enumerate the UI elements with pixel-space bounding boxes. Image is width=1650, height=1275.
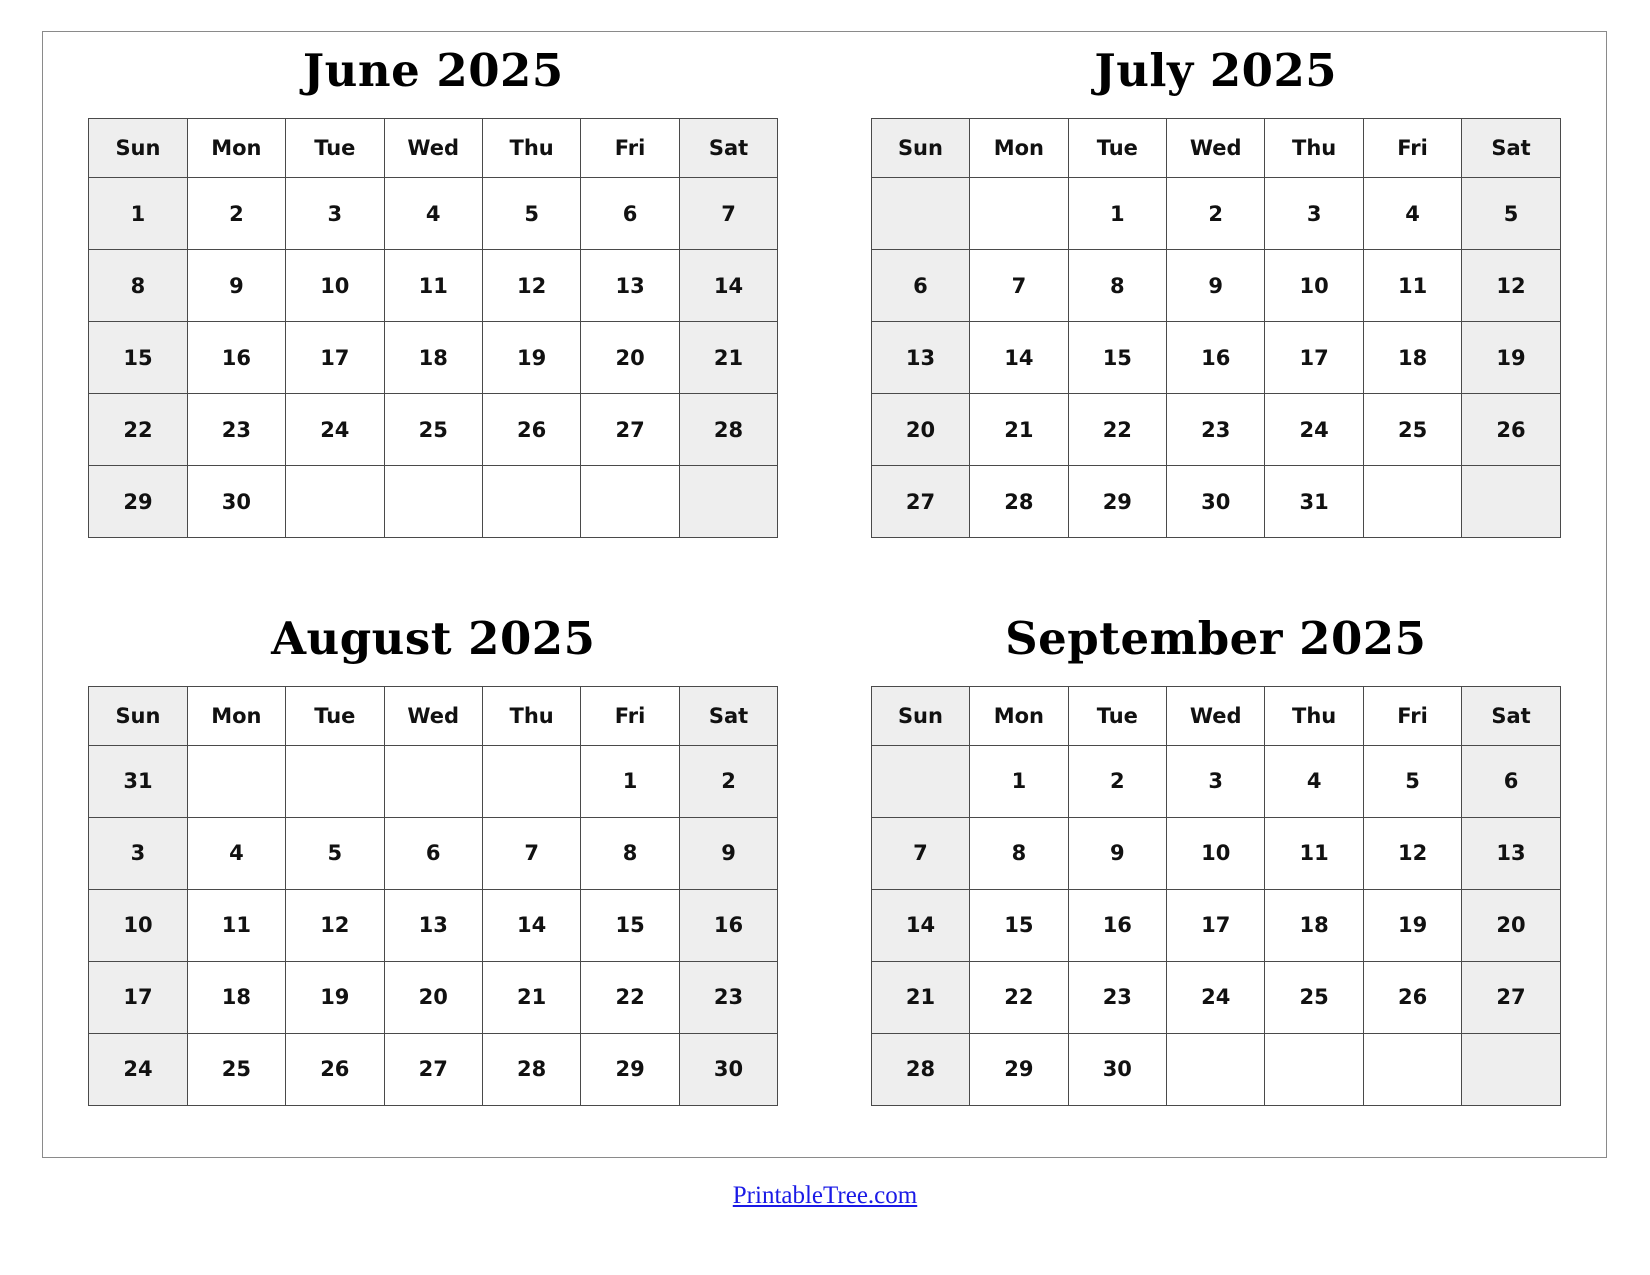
calendar-day-cell[interactable]: 21 — [679, 322, 777, 394]
calendar-table-september — [871, 686, 1561, 1106]
calendar-day-cell[interactable]: 30 — [1167, 466, 1265, 538]
weekday-header-fri: Fri — [1363, 686, 1461, 745]
calendar-day-cell[interactable]: 2 — [679, 745, 777, 817]
calendar-week-row — [871, 394, 1560, 466]
calendar-day-empty — [1265, 1033, 1363, 1105]
calendar-day-empty — [1462, 466, 1560, 538]
month-block-july — [825, 31, 1608, 595]
calendar-week-row — [871, 961, 1560, 1033]
weekday-header-fri: Fri — [1363, 119, 1461, 178]
quarter-grid — [42, 31, 1607, 1158]
calendar-day-cell[interactable]: 6 — [581, 178, 679, 250]
weekday-header-tue: Tue — [286, 686, 384, 745]
calendar-week-row — [871, 745, 1560, 817]
calendar-day-empty — [286, 466, 384, 538]
calendar-day-cell[interactable]: 30 — [679, 1033, 777, 1105]
weekday-header-sun: Sun — [89, 686, 187, 745]
calendar-day-cell[interactable]: 21 — [970, 394, 1068, 466]
calendar-day-cell[interactable]: 12 — [1363, 817, 1461, 889]
calendar-week-row — [871, 250, 1560, 322]
calendar-day-cell[interactable]: 13 — [384, 889, 482, 961]
calendar-day-cell[interactable]: 7 — [482, 817, 580, 889]
calendar-week-row — [89, 250, 778, 322]
calendar-day-cell[interactable]: 11 — [1363, 250, 1461, 322]
calendar-body-september — [871, 745, 1560, 1105]
calendar-day-cell[interactable]: 28 — [970, 466, 1068, 538]
weekday-header-sat: Sat — [1462, 686, 1560, 745]
calendar-day-cell[interactable]: 8 — [581, 817, 679, 889]
calendar-day-cell[interactable]: 6 — [1462, 745, 1560, 817]
weekday-header-tue: Tue — [286, 119, 384, 178]
weekday-header-thu: Thu — [1265, 686, 1363, 745]
calendar-day-cell[interactable]: 22 — [1068, 394, 1166, 466]
calendar-week-row — [89, 322, 778, 394]
calendar-day-cell[interactable]: 4 — [1363, 178, 1461, 250]
calendar-day-cell[interactable]: 3 — [1265, 178, 1363, 250]
calendar-week-row — [89, 961, 778, 1033]
calendar-day-cell[interactable]: 2 — [1167, 178, 1265, 250]
calendar-day-cell[interactable]: 19 — [482, 322, 580, 394]
calendar-day-cell[interactable]: 26 — [1462, 394, 1560, 466]
calendar-day-cell[interactable]: 8 — [1068, 250, 1166, 322]
calendar-day-cell[interactable]: 23 — [679, 961, 777, 1033]
calendar-day-cell[interactable]: 12 — [1462, 250, 1560, 322]
footer — [0, 1182, 1650, 1210]
calendar-week-row — [89, 178, 778, 250]
weekday-header-tue: Tue — [1068, 119, 1166, 178]
calendar-week-row — [871, 178, 1560, 250]
calendar-day-cell[interactable]: 4 — [1265, 745, 1363, 817]
calendar-day-cell[interactable]: 24 — [1265, 394, 1363, 466]
calendar-day-cell[interactable]: 5 — [286, 817, 384, 889]
weekday-header-mon: Mon — [970, 119, 1068, 178]
calendar-day-cell[interactable]: 27 — [1462, 961, 1560, 1033]
calendar-body-june — [89, 178, 778, 538]
calendar-day-cell[interactable]: 9 — [1167, 250, 1265, 322]
calendar-day-empty — [1462, 1033, 1560, 1105]
calendar-week-row — [871, 889, 1560, 961]
calendar-day-cell[interactable]: 2 — [187, 178, 285, 250]
weekday-header-row — [89, 686, 778, 745]
weekday-header-wed: Wed — [384, 686, 482, 745]
calendar-day-cell[interactable]: 16 — [187, 322, 285, 394]
calendar-day-cell[interactable]: 20 — [1462, 889, 1560, 961]
calendar-day-cell[interactable]: 1 — [970, 745, 1068, 817]
calendar-day-cell[interactable]: 23 — [1068, 961, 1166, 1033]
calendar-day-cell[interactable]: 10 — [1167, 817, 1265, 889]
calendar-day-cell[interactable]: 16 — [1167, 322, 1265, 394]
month-title-september: September 2025 — [1005, 611, 1427, 665]
calendar-day-cell[interactable]: 11 — [187, 889, 285, 961]
calendar-day-cell[interactable]: 17 — [89, 961, 187, 1033]
calendar-day-cell[interactable]: 27 — [871, 466, 969, 538]
calendar-day-empty — [871, 178, 969, 250]
calendar-day-cell[interactable]: 13 — [871, 322, 969, 394]
month-block-june — [42, 31, 825, 595]
calendar-day-cell[interactable]: 25 — [187, 1033, 285, 1105]
calendar-day-cell[interactable]: 18 — [384, 322, 482, 394]
weekday-header-wed: Wed — [1167, 119, 1265, 178]
weekday-header-thu: Thu — [1265, 119, 1363, 178]
calendar-day-cell[interactable]: 18 — [1265, 889, 1363, 961]
calendar-day-cell[interactable]: 24 — [89, 1033, 187, 1105]
calendar-day-empty — [581, 466, 679, 538]
calendar-day-cell[interactable]: 28 — [679, 394, 777, 466]
weekday-header-row — [89, 119, 778, 178]
weekday-header-thu: Thu — [482, 119, 580, 178]
calendar-day-cell[interactable]: 7 — [871, 817, 969, 889]
calendar-day-cell[interactable]: 26 — [286, 1033, 384, 1105]
calendar-day-cell[interactable]: 12 — [286, 889, 384, 961]
calendar-day-cell[interactable]: 28 — [482, 1033, 580, 1105]
calendar-day-cell[interactable]: 7 — [970, 250, 1068, 322]
calendar-day-cell[interactable]: 27 — [384, 1033, 482, 1105]
site-credit-link[interactable]: PrintableTree.com — [732, 1182, 918, 1209]
calendar-day-cell[interactable]: 1 — [581, 745, 679, 817]
weekday-header-mon: Mon — [970, 686, 1068, 745]
calendar-day-cell[interactable]: 17 — [1265, 322, 1363, 394]
calendar-week-row — [89, 466, 778, 538]
calendar-day-empty — [1363, 466, 1461, 538]
calendar-day-cell[interactable]: 1 — [1068, 178, 1166, 250]
calendar-day-cell[interactable]: 28 — [871, 1033, 969, 1105]
month-block-august — [42, 595, 825, 1159]
weekday-header-wed: Wed — [1167, 686, 1265, 745]
calendar-day-cell[interactable]: 11 — [1265, 817, 1363, 889]
calendar-day-cell[interactable]: 5 — [1363, 745, 1461, 817]
calendar-day-cell[interactable]: 3 — [1167, 745, 1265, 817]
calendar-day-empty — [482, 745, 580, 817]
calendar-day-cell[interactable]: 14 — [679, 250, 777, 322]
weekday-header-fri: Fri — [581, 119, 679, 178]
calendar-day-cell[interactable]: 24 — [286, 394, 384, 466]
calendar-day-cell[interactable]: 30 — [1068, 1033, 1166, 1105]
calendar-day-cell[interactable]: 20 — [581, 322, 679, 394]
calendar-day-cell[interactable]: 21 — [871, 961, 969, 1033]
weekday-header-sat: Sat — [1462, 119, 1560, 178]
calendar-day-cell[interactable]: 18 — [1363, 322, 1461, 394]
calendar-week-row — [89, 745, 778, 817]
calendar-day-cell[interactable]: 9 — [679, 817, 777, 889]
calendar-week-row — [871, 466, 1560, 538]
calendar-day-cell[interactable]: 9 — [187, 250, 285, 322]
calendar-day-cell[interactable]: 17 — [286, 322, 384, 394]
calendar-table-july — [871, 118, 1561, 538]
calendar-day-cell[interactable]: 18 — [187, 961, 285, 1033]
calendar-week-row — [89, 394, 778, 466]
calendar-day-cell[interactable]: 10 — [286, 250, 384, 322]
calendar-day-cell[interactable]: 3 — [286, 178, 384, 250]
calendar-day-empty — [1167, 1033, 1265, 1105]
calendar-day-cell[interactable]: 3 — [89, 817, 187, 889]
weekday-header-wed: Wed — [384, 119, 482, 178]
calendar-day-cell[interactable]: 25 — [1265, 961, 1363, 1033]
calendar-day-cell[interactable]: 30 — [187, 466, 285, 538]
calendar-day-cell[interactable]: 23 — [187, 394, 285, 466]
calendar-week-row — [89, 889, 778, 961]
calendar-table-august — [88, 686, 778, 1106]
calendar-day-cell[interactable]: 14 — [970, 322, 1068, 394]
calendar-day-cell[interactable]: 10 — [1265, 250, 1363, 322]
calendar-day-cell[interactable]: 29 — [970, 1033, 1068, 1105]
calendar-day-cell[interactable]: 15 — [1068, 322, 1166, 394]
calendar-day-empty — [384, 466, 482, 538]
calendar-day-cell[interactable]: 22 — [970, 961, 1068, 1033]
calendar-week-row — [871, 1033, 1560, 1105]
calendar-day-cell[interactable]: 20 — [384, 961, 482, 1033]
weekday-header-fri: Fri — [581, 686, 679, 745]
weekday-header-row — [871, 119, 1560, 178]
calendar-week-row — [871, 322, 1560, 394]
calendar-day-cell[interactable]: 11 — [384, 250, 482, 322]
calendar-day-cell[interactable]: 5 — [1462, 178, 1560, 250]
calendar-day-cell[interactable]: 19 — [1462, 322, 1560, 394]
calendar-day-cell[interactable]: 23 — [1167, 394, 1265, 466]
calendar-day-cell[interactable]: 15 — [970, 889, 1068, 961]
calendar-day-cell[interactable]: 25 — [384, 394, 482, 466]
calendar-day-cell[interactable]: 5 — [482, 178, 580, 250]
calendar-day-cell[interactable]: 31 — [89, 745, 187, 817]
calendar-day-cell[interactable]: 4 — [384, 178, 482, 250]
calendar-day-cell[interactable]: 9 — [1068, 817, 1166, 889]
calendar-day-cell[interactable]: 21 — [482, 961, 580, 1033]
calendar-body-july — [871, 178, 1560, 538]
weekday-header-sat: Sat — [679, 686, 777, 745]
calendar-day-cell[interactable]: 29 — [89, 466, 187, 538]
calendar-day-cell[interactable]: 4 — [187, 817, 285, 889]
weekday-header-mon: Mon — [187, 686, 285, 745]
calendar-table-june — [88, 118, 778, 538]
calendar-day-cell[interactable]: 10 — [89, 889, 187, 961]
calendar-week-row — [871, 817, 1560, 889]
calendar-day-cell[interactable]: 15 — [89, 322, 187, 394]
calendar-day-cell[interactable]: 19 — [1363, 889, 1461, 961]
calendar-day-empty — [970, 178, 1068, 250]
calendar-day-empty — [1363, 1033, 1461, 1105]
calendar-day-empty — [482, 466, 580, 538]
calendar-day-cell[interactable]: 15 — [581, 889, 679, 961]
calendar-day-cell[interactable]: 20 — [871, 394, 969, 466]
calendar-day-cell[interactable]: 27 — [581, 394, 679, 466]
calendar-week-row — [89, 1033, 778, 1105]
calendar-day-empty — [871, 745, 969, 817]
weekday-header-mon: Mon — [187, 119, 285, 178]
month-title-august: August 2025 — [271, 611, 596, 665]
calendar-day-cell[interactable]: 8 — [89, 250, 187, 322]
calendar-day-cell[interactable]: 6 — [871, 250, 969, 322]
calendar-day-cell[interactable]: 31 — [1265, 466, 1363, 538]
calendar-day-cell[interactable]: 29 — [1068, 466, 1166, 538]
calendar-body-august — [89, 745, 778, 1105]
calendar-day-empty — [384, 745, 482, 817]
calendar-day-cell[interactable]: 2 — [1068, 745, 1166, 817]
calendar-day-cell[interactable]: 1 — [89, 178, 187, 250]
weekday-header-sat: Sat — [679, 119, 777, 178]
calendar-day-cell[interactable]: 6 — [384, 817, 482, 889]
calendar-day-empty — [286, 745, 384, 817]
weekday-header-sun: Sun — [871, 119, 969, 178]
calendar-day-cell[interactable]: 17 — [1167, 889, 1265, 961]
calendar-day-cell[interactable]: 7 — [679, 178, 777, 250]
calendar-day-cell[interactable]: 26 — [1363, 961, 1461, 1033]
calendar-day-cell[interactable]: 29 — [581, 1033, 679, 1105]
calendar-day-cell[interactable]: 14 — [871, 889, 969, 961]
calendar-day-cell[interactable]: 8 — [970, 817, 1068, 889]
calendar-day-cell[interactable]: 12 — [482, 250, 580, 322]
calendar-day-cell[interactable]: 22 — [89, 394, 187, 466]
calendar-day-empty — [679, 466, 777, 538]
calendar-day-cell[interactable]: 25 — [1363, 394, 1461, 466]
weekday-header-sun: Sun — [89, 119, 187, 178]
month-block-september — [825, 595, 1608, 1159]
calendar-day-cell[interactable]: 16 — [1068, 889, 1166, 961]
calendar-day-cell[interactable]: 26 — [482, 394, 580, 466]
calendar-day-cell[interactable]: 13 — [1462, 817, 1560, 889]
calendar-day-cell[interactable]: 24 — [1167, 961, 1265, 1033]
weekday-header-tue: Tue — [1068, 686, 1166, 745]
calendar-day-cell[interactable]: 19 — [286, 961, 384, 1033]
month-title-july: July 2025 — [1094, 44, 1338, 97]
weekday-header-sun: Sun — [871, 686, 969, 745]
calendar-day-cell[interactable]: 14 — [482, 889, 580, 961]
calendar-week-row — [89, 817, 778, 889]
calendar-day-empty — [187, 745, 285, 817]
calendar-day-cell[interactable]: 16 — [679, 889, 777, 961]
month-title-june: June 2025 — [302, 44, 564, 97]
weekday-header-row — [871, 686, 1560, 745]
calendar-day-cell[interactable]: 13 — [581, 250, 679, 322]
calendar-day-cell[interactable]: 22 — [581, 961, 679, 1033]
weekday-header-thu: Thu — [482, 686, 580, 745]
